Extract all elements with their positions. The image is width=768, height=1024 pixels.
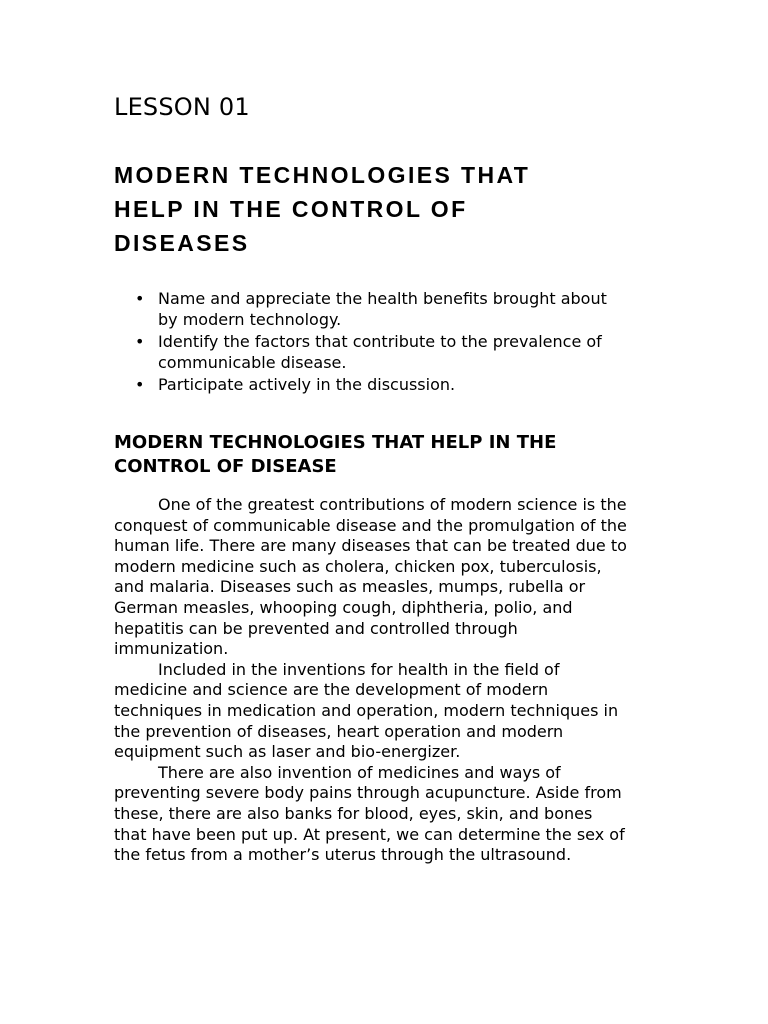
paragraph-line: Included in the inventions for health in the field of [158, 659, 560, 679]
lesson-title [114, 158, 674, 260]
paragraph-line: hepatitis can be prevented and controlled through [114, 618, 518, 638]
paragraph-2 [114, 660, 694, 763]
objective-item [114, 331, 674, 373]
paragraph-line: techniques in medication and operation, modern techniques in [114, 700, 619, 720]
bullet-icon: • [135, 375, 145, 394]
paragraph-line: these, there are also banks for blood, eyes, skin, and bones [114, 803, 593, 823]
paragraph-line: human life. There are many diseases that can be treated due to [114, 536, 627, 556]
lesson-title-line: HELP IN THE CONTROL OF [114, 196, 468, 222]
objective-item [114, 374, 674, 395]
objective-line: by modern technology. [158, 310, 342, 329]
objective-line: Name and appreciate the health benefits brought about [158, 289, 607, 308]
bullet-icon: • [135, 332, 145, 351]
paragraph-1 [114, 495, 694, 660]
body-text [114, 495, 694, 866]
lesson-title-line: MODERN TECHNOLOGIES THAT [114, 162, 531, 188]
objective-item [114, 288, 674, 330]
paragraph-line: One of the greatest contributions of modern science is the [158, 495, 627, 514]
paragraph-line: preventing severe body pains through acupuncture. Aside from [114, 783, 622, 803]
paragraph-line: that have been put up. At present, we can determine the sex of [114, 824, 625, 844]
paragraph-line: German measles, whooping cough, diphtheria, polio, and [114, 597, 573, 617]
objectives-list [114, 288, 674, 396]
paragraph-line: immunization. [114, 639, 229, 659]
paragraph-3 [114, 763, 694, 866]
lesson-title-line: DISEASES [114, 230, 250, 256]
paragraph-line: There are also invention of medicines and ways of [158, 762, 561, 782]
paragraph-line: and malaria. Diseases such as measles, mumps, rubella or [114, 577, 586, 597]
paragraph-line: conquest of communicable disease and the promulgation of the [114, 515, 627, 535]
objective-line: Identify the factors that contribute to the prevalence of [158, 332, 602, 351]
bullet-icon: • [135, 289, 145, 308]
paragraph-line: medicine and science are the development of modern [114, 680, 549, 700]
paragraph-line: the fetus from a mother’s uterus through the ultrasound. [114, 845, 572, 865]
section-heading-line: MODERN TECHNOLOGIES THAT HELP IN THE [114, 432, 557, 453]
paragraph-line: equipment such as laser and bio-energizer. [114, 742, 461, 762]
lesson-label: LESSON 01 [114, 93, 250, 121]
section-heading-line: CONTROL OF DISEASE [114, 456, 337, 477]
section-heading [114, 431, 674, 479]
paragraph-line: modern medicine such as cholera, chicken pox, tuberculosis, [114, 556, 602, 576]
objective-line: Participate actively in the discussion. [158, 375, 456, 394]
paragraph-line: the prevention of diseases, heart operation and modern [114, 721, 564, 741]
objective-line: communicable disease. [158, 353, 347, 372]
